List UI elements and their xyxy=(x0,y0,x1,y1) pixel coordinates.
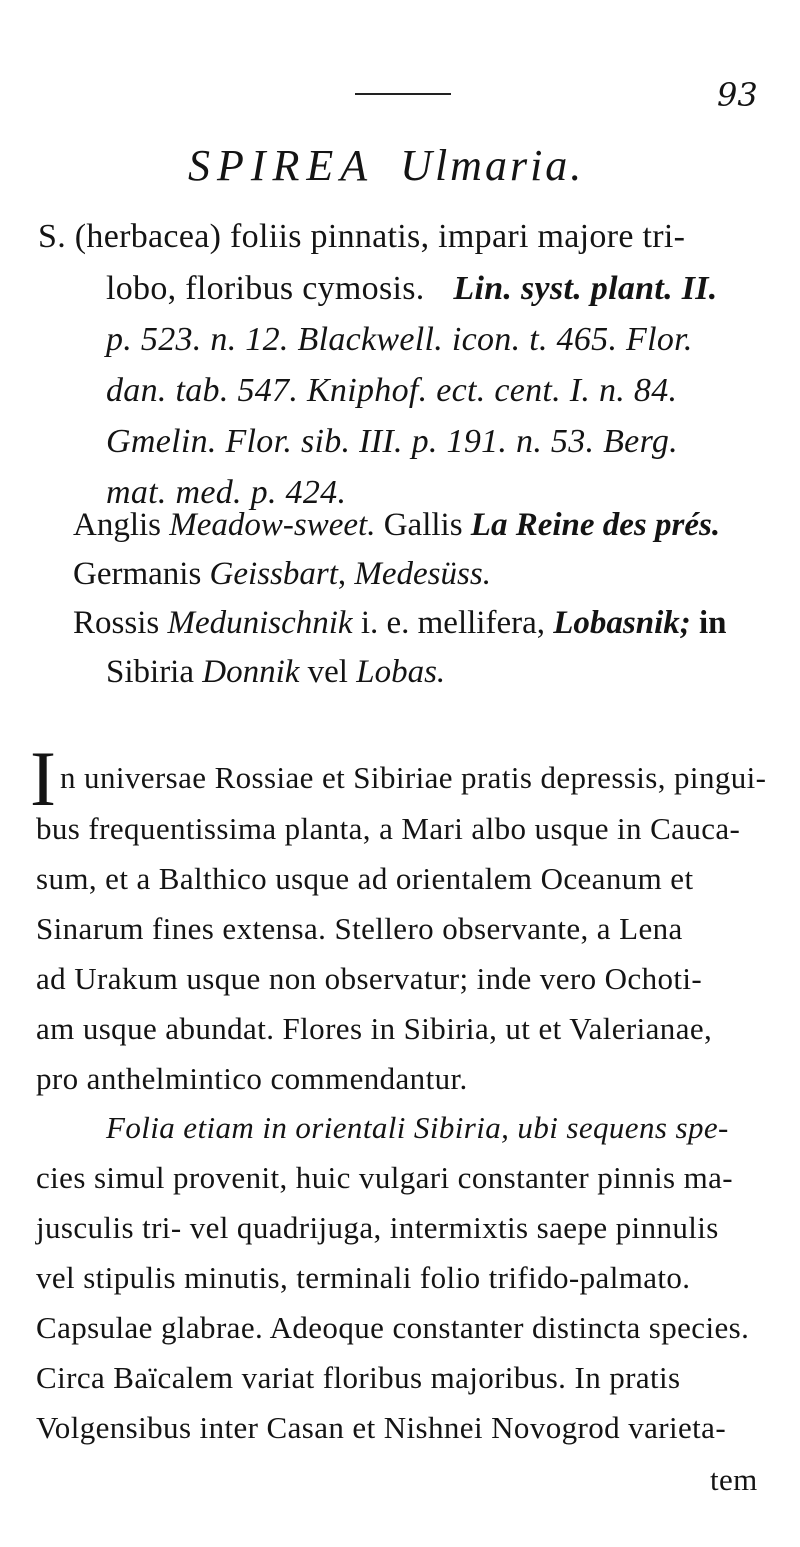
body-line: Capsulae glabrae. Adeoque constanter distincta species. xyxy=(36,1310,750,1345)
genus-name: SPIREA xyxy=(188,141,375,190)
synonymy-line: S. (herbacea) foliis pinnatis, impari majore tri- xyxy=(38,218,686,255)
vernacular-line: Rossis Medunischnik i. e. mellifera, Lobasnik; in xyxy=(73,605,727,641)
synonymy-line: mat. med. p. 424. xyxy=(106,474,347,511)
body-line: Volgensibus inter Casan et Nishnei Novogrod varieta- xyxy=(36,1410,727,1445)
drop-capital: I xyxy=(30,735,56,822)
page-number: 93 xyxy=(717,76,758,114)
synonymy-line: Gmelin. Flor. sib. III. p. 191. n. 53. Berg. xyxy=(106,423,678,460)
vernacular-line: Germanis Geissbart, Medesüss. xyxy=(73,556,491,592)
first-line-text: Folia etiam in orientali Sibiria, ubi sequens spe- xyxy=(106,1110,729,1145)
species-name: Ulmaria. xyxy=(400,141,585,190)
body-line: jusculis tri- vel quadrijuga, intermixtis saepe pinnulis xyxy=(36,1210,719,1245)
catchword: tem xyxy=(710,1462,758,1497)
header-rule xyxy=(355,93,451,95)
vernacular-line: Sibiria Donnik vel Lobas. xyxy=(106,654,446,690)
synonymy-line: lobo, floribus cymosis. Lin. syst. plant. II. xyxy=(106,270,718,307)
body-line: bus frequentissima planta, a Mari albo usque in Cauca- xyxy=(36,811,741,846)
vernacular-line: Anglis Meadow-sweet. Gallis La Reine des prés. xyxy=(73,507,721,543)
body-line: vel stipulis minutis, terminali folio trifido-palmato. xyxy=(36,1260,691,1295)
body-line: pro anthelmintico commendantur. xyxy=(36,1061,468,1096)
body-line: n universae Rossiae et Sibiriae pratis depressis, pingui- xyxy=(60,760,767,795)
synonymy-line: dan. tab. 547. Kniphof. ect. cent. I. n. 84. xyxy=(106,372,678,409)
body-line: am usque abundat. Flores in Sibiria, ut et Valerianae, xyxy=(36,1011,713,1046)
synonymy-line: p. 523. n. 12. Blackwell. icon. t. 465. Flor. xyxy=(106,321,693,358)
body-line: ad Urakum usque non observatur; inde vero Ochoti- xyxy=(36,961,703,996)
body-line: Circa Baïcalem variat floribus majoribus. In pratis xyxy=(36,1360,681,1395)
body-line: Sinarum fines extensa. Stellero observante, a Lena xyxy=(36,911,683,946)
body-line: cies simul provenit, huic vulgari constanter pinnis ma- xyxy=(36,1160,733,1195)
body-line xyxy=(106,1110,729,1146)
species-heading xyxy=(188,140,584,191)
body-line: sum, et a Balthico usque ad orientalem Oceanum et xyxy=(36,861,694,896)
